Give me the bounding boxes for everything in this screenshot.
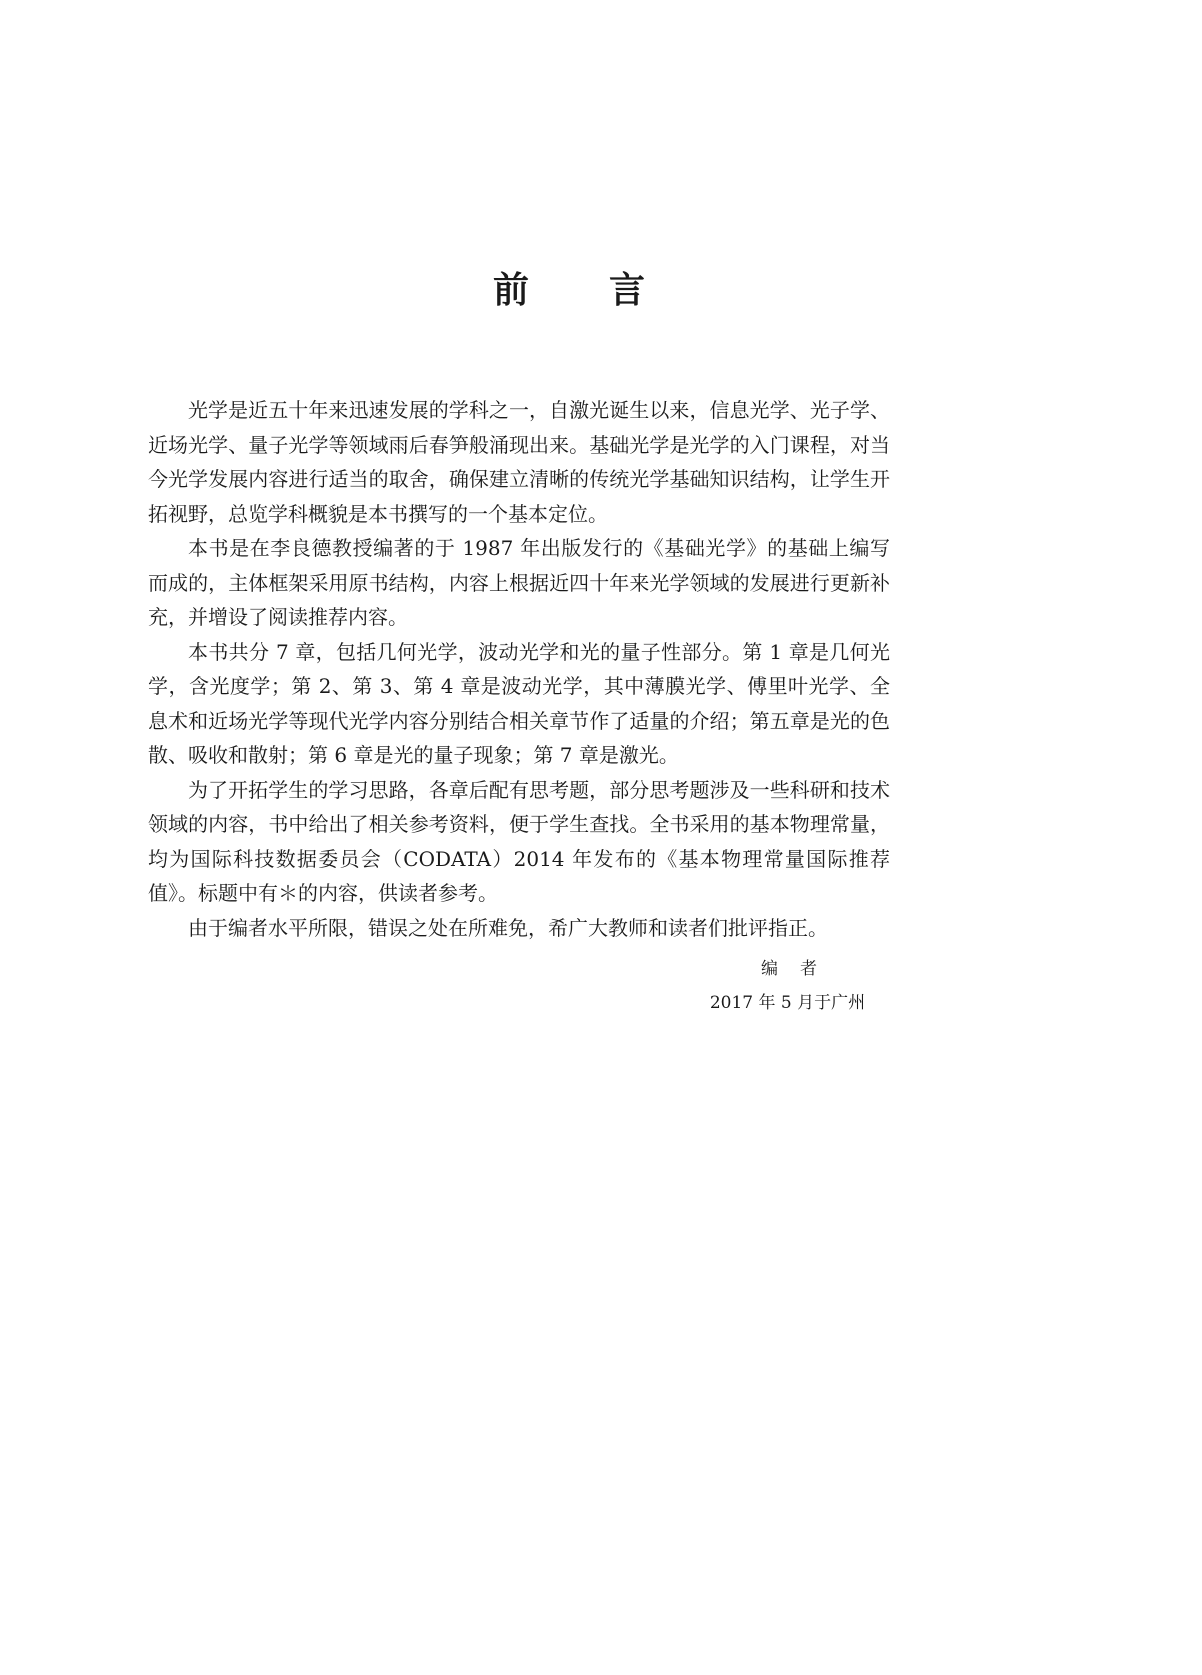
preface-body <box>148 393 890 945</box>
signature-editor: 编者 <box>761 959 839 979</box>
title-first-char: 前 <box>492 269 529 311</box>
preface-paragraph-5: 由于编者水平所限，错误之处在所难免，希广大教师和读者们批评指正。 <box>188 915 828 940</box>
signature-date: 2017 年 5 月于广州 <box>709 993 866 1013</box>
preface-paragraph-2: 本书是在李良德教授编著的于 1987 年出版发行的《基础光学》的基础上编写而成的，主体框架采用原书结构，内容上根据近四十年来光学领域的发展进行更新补充，并增设了阅读推荐内容。 <box>148 536 890 629</box>
page-title <box>0 270 1138 310</box>
preface-paragraph-3: 本书共分 7 章，包括几何光学，波动光学和光的量子性部分。第 1 章是几何光学，含光度学；第 2、第 3、第 4 章是波动光学，其中薄膜光学、傅里叶光学、全息术和近场光学等现代光学内容分别结合相关章节作了适量的介绍；第五章是光的色散、吸收和散射；第 6 章是光的量子现象；第 7 章是激光。 <box>148 639 890 767</box>
preface-paragraph-4: 为了开拓学生的学习思路，各章后配有思考题，部分思考题涉及一些科研和技术领域的内容，书中给出了相关参考资料，便于学生查找。全书采用的基本物理常量，均为国际科技数据委员会（CODATA）2014 年发布的《基本物理常量国际推荐值》。标题中有＊的内容，供读者参考。 <box>148 777 890 905</box>
title-second-char: 言 <box>609 269 646 311</box>
preface-paragraph-1: 光学是近五十年来迅速发展的学科之一，自激光诞生以来，信息光学、光子学、近场光学、量子光学等领域雨后春笋般涌现出来。基础光学是光学的入门课程，对当今光学发展内容进行适当的取舍，确保建立清晰的传统光学基础知识结构，让学生开拓视野，总览学科概貌是本书撰写的一个基本定位。 <box>148 398 890 526</box>
signature-block <box>660 952 900 1020</box>
